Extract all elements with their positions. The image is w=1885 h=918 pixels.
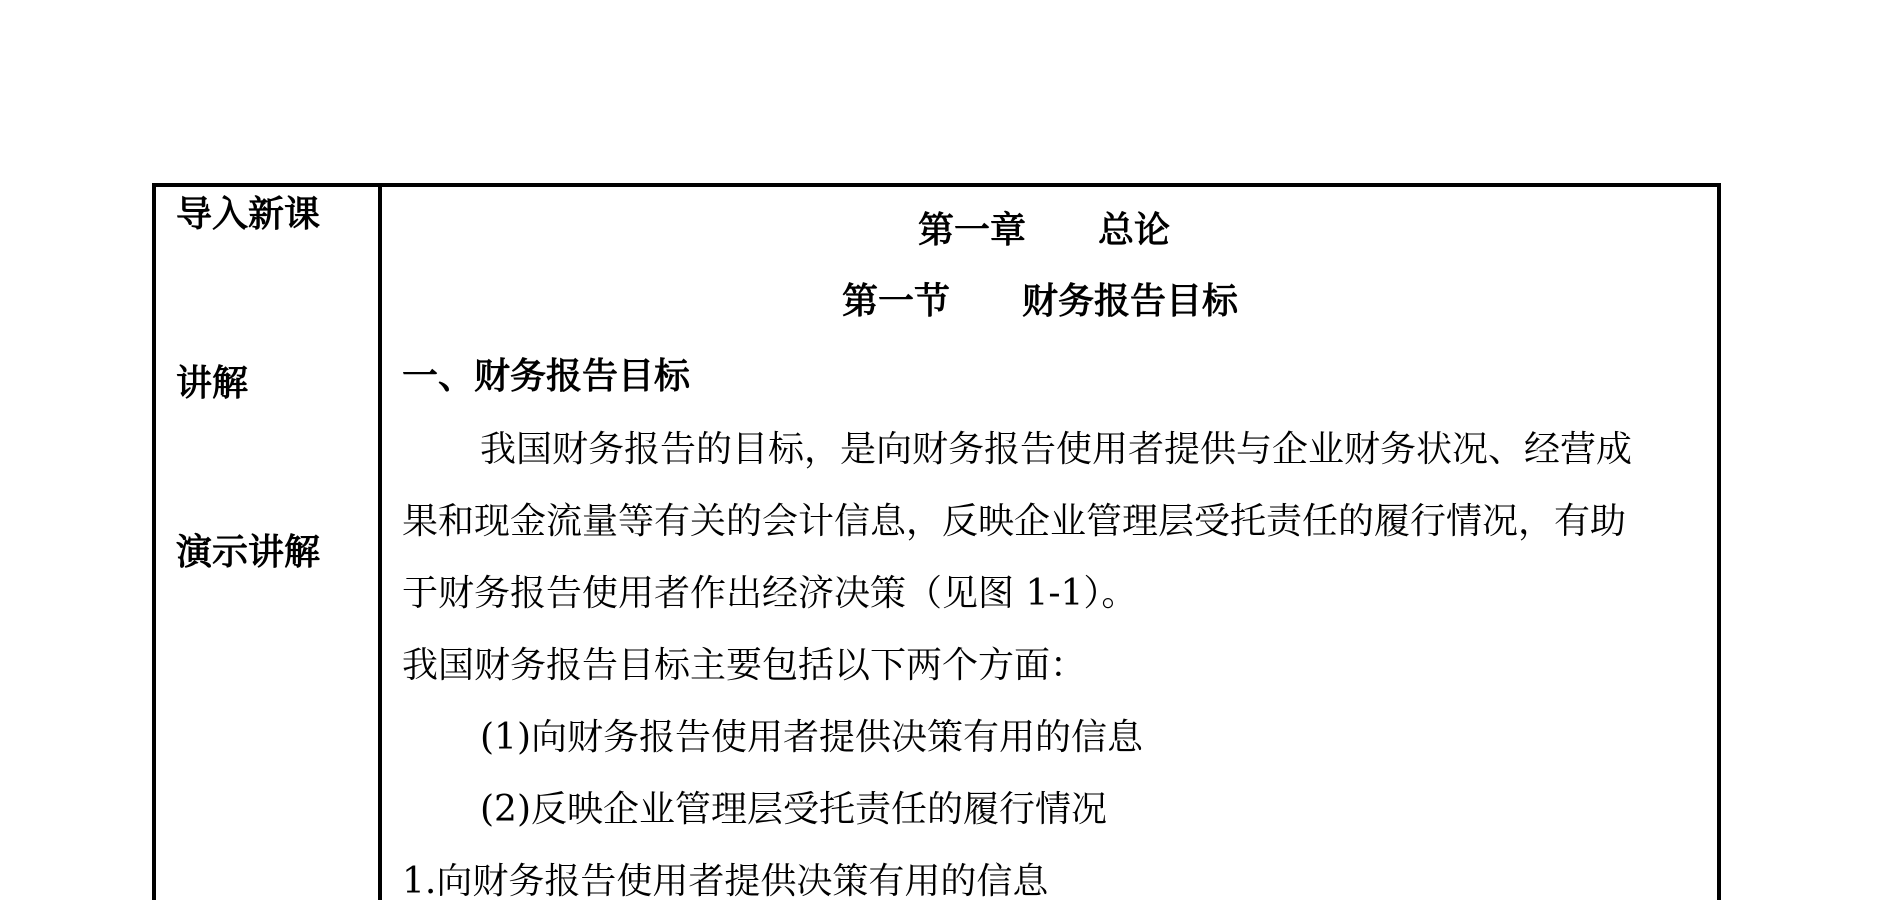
chapter-title-number: 第一章 [918,210,1027,251]
sub-heading-decision-useful-info: 1.向财务报告使用者提供决策有用的信息 [402,861,1049,902]
label-intro-new-lesson: 导入新课 [176,194,321,235]
table-top-border [152,183,1721,187]
heading-financial-report-objective: 一、财务报告目标 [402,356,691,397]
section-title [842,279,1238,325]
list-item: (1)向财务报告使用者提供决策有用的信息 [480,717,1143,758]
paragraph-two-aspects: 我国财务报告目标主要包括以下两个方面： [402,645,1087,686]
table-column-divider [378,183,382,900]
chapter-title [918,208,1170,254]
label-explanation: 讲解 [176,363,249,404]
label-demo-explanation: 演示讲解 [176,532,321,573]
paragraph-objective-definition [402,414,1700,630]
list-item: (2)反映企业管理层受托责任的履行情况 [480,789,1107,830]
table-left-border [152,183,156,900]
paragraph-line: 于财务报告使用者作出经济决策（见图 1-1）。 [402,573,1138,614]
paragraph-line: 我国财务报告的目标，是向财务报告使用者提供与企业财务状况、经营成 [480,429,1633,470]
section-title-name: 财务报告目标 [1022,281,1239,322]
chapter-title-name: 总论 [1098,210,1171,251]
section-title-number: 第一节 [842,281,951,322]
paragraph-line: 果和现金流量等有关的会计信息，反映企业管理层受托责任的履行情况，有助 [402,501,1627,542]
